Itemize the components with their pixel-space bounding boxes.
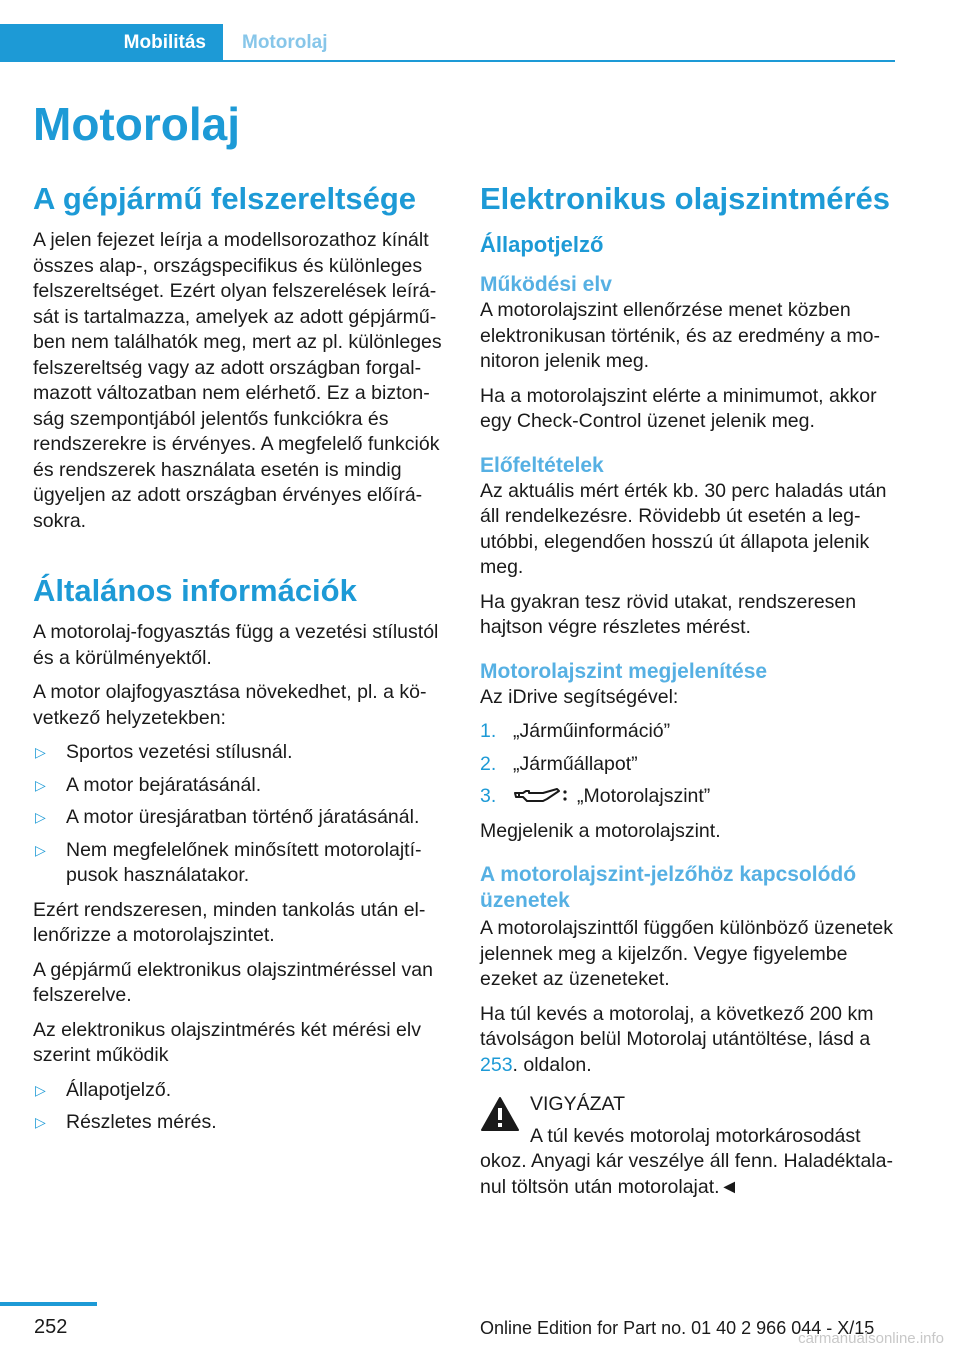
warning-text-line1: A túl kevés motorolaj motorkárosodást	[530, 1124, 861, 1147]
paragraph: Megjelenik a motorolajszint.	[480, 819, 721, 842]
bullet-list-meresi-elvek	[33, 1078, 448, 1136]
triangle-bullet-icon: ▷	[35, 744, 46, 760]
edition-text: Online Edition for Part no. 01 40 2 966 044 - X/15	[480, 1318, 875, 1338]
step-number: 1.	[480, 720, 497, 742]
paragraph: Az elektronikus olajszintmérés két mérési elv szerint működik	[33, 1018, 421, 1066]
list-item: ▷ Sportos vezetési stílusnál.	[33, 740, 448, 766]
warning-box	[480, 1092, 895, 1200]
triangle-bullet-icon: ▷	[35, 809, 46, 825]
section-tab-mobilitas[interactable]: Mobilitás	[0, 24, 223, 62]
page-title: Motorolaj	[33, 98, 240, 150]
step-item: 2. „Járműállapot”	[480, 752, 895, 778]
warning-text: okoz. Anyagi kár veszélye áll fenn. Haladéktalanul töltsön után motorolajat.◄	[480, 1150, 893, 1198]
heading-megjelenites: Motorolajszint megjelenítése	[480, 659, 768, 683]
heading-uzenetek: A motorolajszint-jelzőhöz kapcsolódó üzenetek	[480, 863, 857, 912]
paragraph: A motorolajszinttől függően különböző üzenetek jelennek meg a kijelzőn. Vegye figyelembe ezeket az üzeneteket.	[480, 917, 894, 990]
paragraph: A jelen fejezet leírja a modellsorozathoz kínált összes alap-, országspecifikus és különleges felszereltséget. Ezért olyan felszerelések leírását is tartalmazza, amelyek az adott gépjárműben nem találhatók meg, mert az pl. különleges felszereltség vagy az adott országban forgalmazott változatban nem elérhető. Ez a biztonság szempontjából jelentős funkciókra és rendszerekre is érvényes. A megfelelő funkciók és rendszerek használata esetén is mindig ügyeljen az adott országban érvényes előírásokra.	[33, 229, 442, 532]
paragraph: A gépjármű elektronikus olajszintméréssel van felszerelve.	[33, 958, 433, 1006]
triangle-bullet-icon: ▷	[35, 1081, 46, 1098]
step-number: 2.	[480, 752, 497, 775]
step-number: 3.	[480, 785, 497, 807]
paragraph: Ha a motorolajszint elérte a minimumot, akkor egy Check-Control üzenet jelenik meg.	[480, 384, 877, 432]
list-item: ▷ A motor bejáratásánál.	[33, 773, 448, 799]
bullet-list-helyzetek	[33, 740, 448, 889]
paragraph: A motor olajfogyasztása növekedhet, pl. a következő helyzetekben:	[33, 681, 427, 729]
left-column	[33, 180, 448, 1145]
section-title-elektronikus: Elektronikus olajszintmérés	[480, 181, 891, 216]
step-item: 1. „Járműinformáció”	[480, 719, 895, 745]
right-column	[480, 180, 895, 1209]
subsection-title-allapotjelzo: Állapotjelző	[480, 232, 604, 257]
paragraph: A motorolajszint ellenőrzése menet közben elektronikusan történik, és az eredmény a monitoron jelenik meg.	[480, 299, 880, 372]
heading-elofeltetelek: Előfeltételek	[480, 453, 604, 477]
numbered-steps	[480, 719, 895, 810]
section-title-felszereltseg: A gépjármű felszereltsége	[33, 181, 417, 216]
warning-heading: VIGYÁZAT	[530, 1093, 625, 1115]
paragraph: Az aktuális mért érték kb. 30 perc haladás után áll rendelkezésre. Rövidebb út esetén a legutóbbi, elegendően hosszú út állapota jelenik meg.	[480, 479, 887, 578]
section-title-altalanos: Általános információk	[33, 573, 357, 608]
list-item: ▷ Állapotjelző.	[33, 1078, 448, 1104]
oil-can-icon	[513, 787, 569, 805]
list-item: ▷ A motor üresjáratban történő járatásánál.	[33, 805, 448, 831]
list-item: ▷ Nem megfelelőnek minősített motorolajtípusok használatakor.	[35, 838, 422, 886]
paragraph: Ezért rendszeresen, minden tankolás után ellenőrizze a motorolajszintet.	[33, 898, 426, 946]
watermark: carmanualsonline.info	[798, 1330, 944, 1347]
page-number: 252	[34, 1316, 68, 1338]
header-divider	[223, 60, 895, 62]
paragraph: Az iDrive segítségével:	[480, 685, 679, 708]
step-item: 3. „Motorolajszint”	[480, 784, 895, 810]
triangle-bullet-icon: ▷	[35, 841, 46, 858]
page-reference-link[interactable]: 253	[480, 1053, 513, 1076]
page-header	[0, 0, 960, 64]
paragraph: A motorolaj-fogyasztás függ a vezetési stílustól és a körülményektől.	[33, 621, 439, 669]
footer-divider	[0, 1302, 97, 1306]
heading-mukodesi-elv: Működési elv	[480, 273, 612, 296]
paragraph-with-ref: Ha túl kevés a motorolaj, a következő 200 km távolságon belül Motorolaj utántöltése, lásd a 253. oldalon.	[480, 1002, 874, 1076]
section-tab-motorolaj[interactable]: Motorolaj	[242, 32, 328, 53]
paragraph: Ha gyakran tesz rövid utakat, rendszeresen hajtson végre részletes mérést.	[480, 590, 857, 638]
warning-triangle-icon	[480, 1096, 520, 1132]
list-item: ▷ Részletes mérés.	[33, 1110, 448, 1136]
triangle-bullet-icon: ▷	[35, 1114, 46, 1130]
triangle-bullet-icon: ▷	[35, 776, 46, 793]
